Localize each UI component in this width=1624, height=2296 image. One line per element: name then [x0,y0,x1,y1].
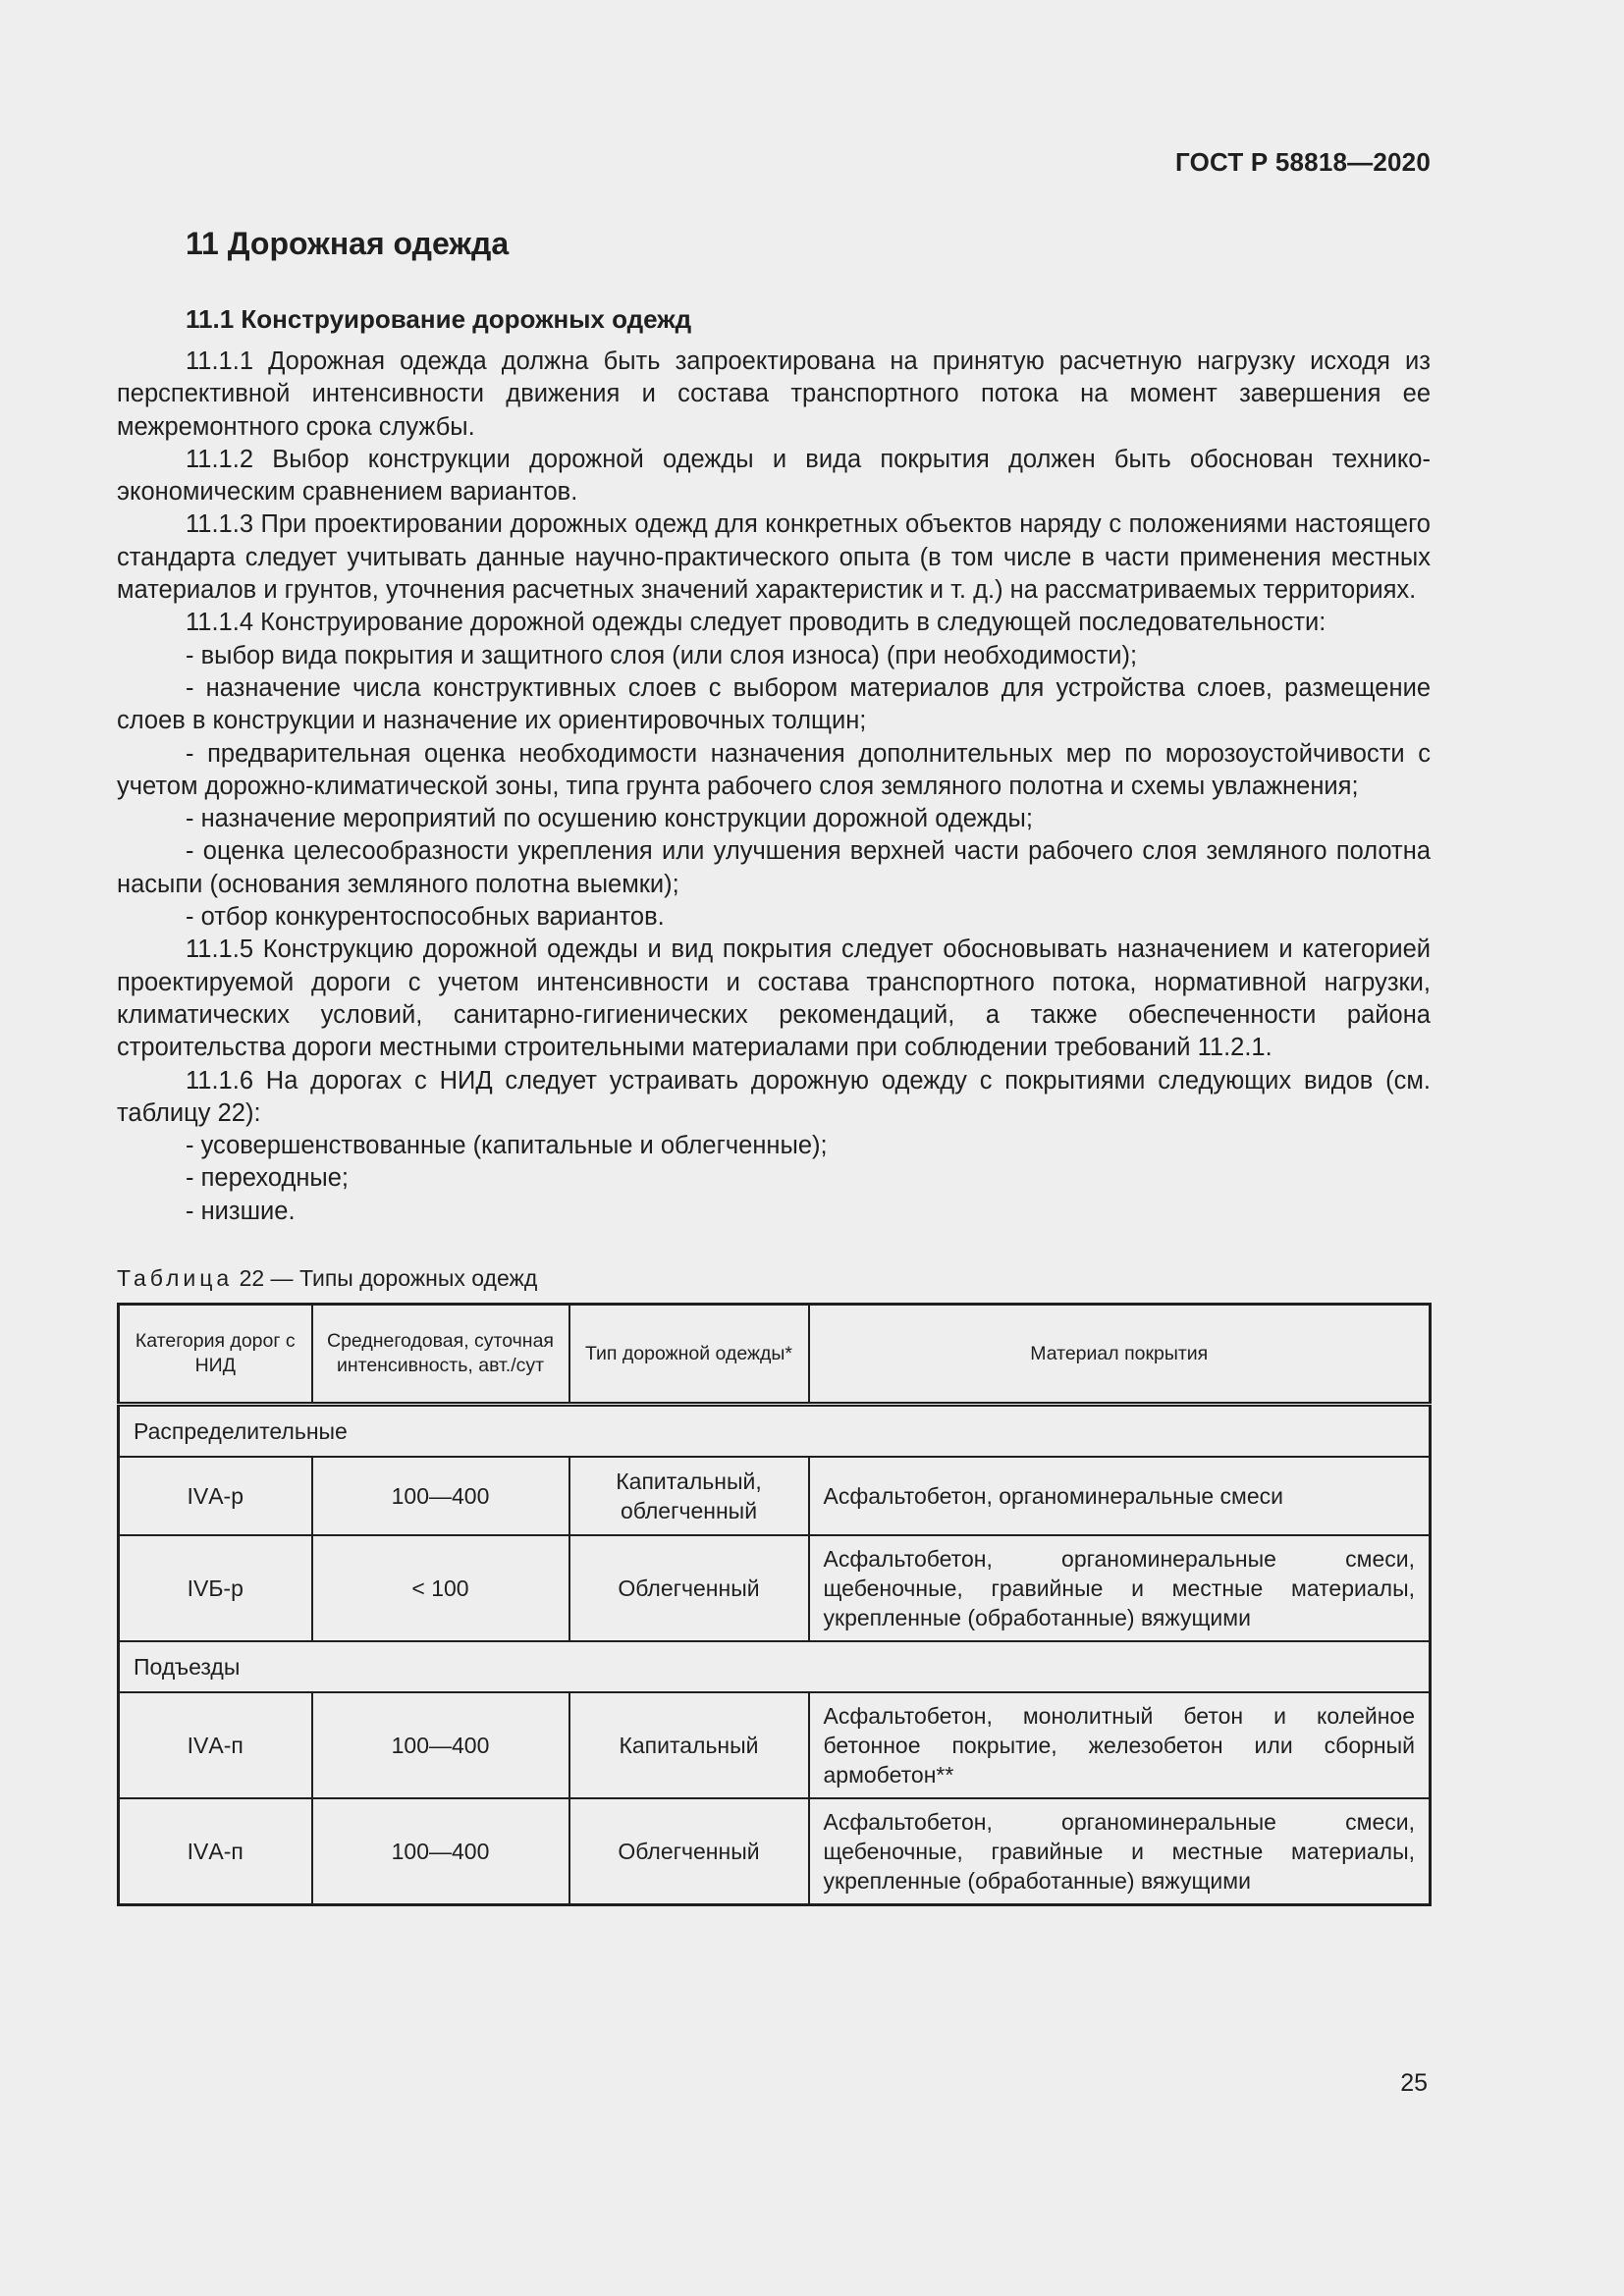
table-group-row [119,1405,1431,1458]
paragraph: 11.1.1 Дорожная одежда должна быть запроектирована на принятую расчетную нагрузку исходя из перспективной интенсивности движения и состава транспортного потока на момент завершения ее межремонтного срока службы. [117,347,1431,441]
subsection-title: 11.1 Конструирование дорожных одежд [186,304,692,334]
table-header-row [119,1305,1431,1405]
paragraph: 11.1.4 Конструирование дорожной одежды следует проводить в следующей последовательности: [186,609,1326,637]
table-caption-text: 22 — Типы дорожных одежд [233,1265,538,1292]
pavement-type-cell: Капитальный [569,1692,809,1798]
list-item: - предварительная оценка необходимости назначения дополнительных мер по морозоустойчивости с учетом дорожно-климатической зоны, типа грунта рабочего слоя земляного полотна и схемы увлажнения; [117,739,1431,800]
paragraph: 11.1.6 На дорогах с НИД следует устраивать дорожную одежду с покрытиями следующих видов (см. таблицу 22): [117,1066,1431,1127]
document-code: ГОСТ Р 58818—2020 [1175,147,1431,177]
list-item: - оценка целесообразности укрепления или улучшения верхней части рабочего слоя земляного полотна насыпи (основания земляного полотна выемки); [117,837,1431,898]
table-group-row [119,1641,1431,1692]
paragraph: 11.1.2 Выбор конструкции дорожной одежды и вида покрытия должен быть обоснован технико-экономическим сравнением вариантов. [117,445,1431,507]
material-cell: Асфальтобетон, монолитный бетон и колейное бетонное покрытие, железобетон или сборный армобетон** [809,1692,1431,1798]
pavement-type-cell: Облегченный [569,1535,809,1641]
material-cell: Асфальтобетон, органоминеральные смеси [809,1457,1431,1535]
paragraph: 11.1.3 При проектировании дорожных одежд для конкретных объектов наряду с положениями настоящего стандарта следует учитывать данные научно-практического опыта (в том числе в части применения местных материалов и грунтов, уточнения расчетных значений характеристик и т. д.) на рассматриваемых территориях. [117,510,1431,605]
list-item: - назначение мероприятий по осушению конструкции дорожной одежды; [186,805,1033,833]
intensity-cell: 100—400 [312,1692,569,1798]
category-cell: IVА-п [119,1692,312,1798]
intensity-cell: < 100 [312,1535,569,1641]
table-row [119,1535,1431,1641]
intensity-cell: 100—400 [312,1798,569,1905]
material-cell: Асфальтобетон, органоминеральные смеси, щебеночные, гравийные и местные материалы, укрепленные (обработанные) вяжущими [809,1535,1431,1641]
table-row [119,1798,1431,1905]
table-row [119,1457,1431,1535]
list-item: - выбор вида покрытия и защитного слоя (или слоя износа) (при необходимости); [186,641,1138,669]
intensity-cell: 100—400 [312,1457,569,1535]
list-item: - усовершенствованные (капитальные и облегченные); [186,1132,828,1160]
pavement-type-cell: Капитальный, облегченный [569,1457,809,1535]
material-cell: Асфальтобетон, органоминеральные смеси, щебеночные, гравийные и местные материалы, укрепленные (обработанные) вяжущими [809,1798,1431,1905]
road-pavement-types-table [117,1303,1432,1906]
table-row [119,1692,1431,1798]
list-item: - назначение числа конструктивных слоев с выбором материалов для устройства слоев, размещение слоев в конструкции и назначение их ориентировочных толщин; [117,673,1431,735]
category-cell: IVА-п [119,1798,312,1905]
group-label: Подъезды [119,1641,1431,1692]
page-number: 25 [1400,2069,1428,2097]
page-content [117,224,1431,1906]
category-cell: IVБ-р [119,1535,312,1641]
pavement-type-cell: Облегченный [569,1798,809,1905]
column-header: Категория дорог с НИД [119,1305,312,1405]
column-header: Тип дорожной одежды* [569,1305,809,1405]
group-label: Распределительные [119,1405,1431,1458]
paragraph: 11.1.5 Конструкцию дорожной одежды и вид покрытия следует обосновывать назначением и категорией проектируемой дороги с учетом интенсивности и состава транспортного потока, нормативной нагрузки, климатических условий, санитарно-гигиенических рекомендаций, а также обеспеченности района строительства дороги местными строительными материалами при соблюдении требований 11.2.1. [117,935,1431,1062]
category-cell: IVА-р [119,1457,312,1535]
list-item: - переходные; [186,1164,350,1193]
column-header: Среднегодовая, суточная интенсивность, авт./сут [312,1305,569,1405]
list-item: - отбор конкурентоспособных вариантов. [186,903,665,932]
list-item: - низшие. [186,1197,296,1225]
table-caption-prefix: Таблица [117,1265,234,1292]
column-header: Материал покрытия [809,1305,1431,1405]
table-caption [117,1263,1431,1293]
section-title: 11 Дорожная одежда [186,226,510,261]
